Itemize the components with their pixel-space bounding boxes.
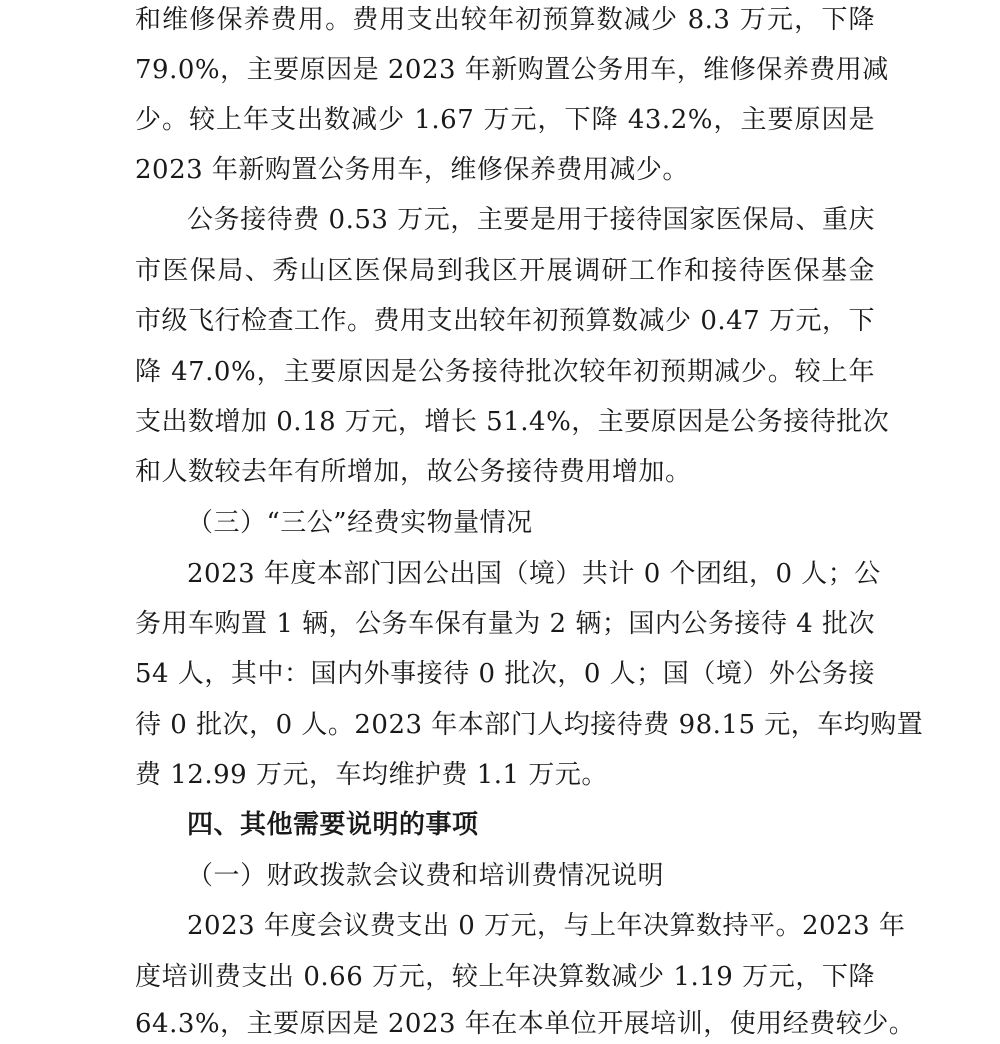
section-subheading: （一）财政拨款会议费和培训费情况说明 [187, 861, 665, 891]
paragraph-line: 2023 年新购置公务用车，维修保养费用减少。 [135, 155, 689, 185]
paragraph-line: 市医保局、秀山区医保局到我区开展调研工作和接待医保基金 [135, 256, 875, 286]
paragraph-line: 公务接待费 0.53 万元，主要是用于接待国家医保局、重庆 [187, 205, 875, 235]
paragraph-line: 2023 年度会议费支出 0 万元，与上年决算数持平。2023 年 [187, 911, 906, 941]
paragraph-line: 支出数增加 0.18 万元，增长 51.4%，主要原因是公务接待批次 [135, 407, 890, 437]
paragraph-line: 费 12.99 万元，车均维护费 1.1 万元。 [135, 760, 608, 790]
section-subheading: （三）“三公”经费实物量情况 [187, 508, 533, 538]
paragraph-line: 和维修保养费用。费用支出较年初预算数减少 8.3 万元，下降 [135, 5, 875, 35]
paragraph-line: 降 47.0%，主要原因是公务接待批次较年初预期减少。较上年 [135, 357, 875, 387]
paragraph-line: 54 人，其中：国内外事接待 0 批次，0 人；国（境）外公务接 [135, 659, 875, 689]
paragraph-line: 2023 年度本部门因公出国（境）共计 0 个团组，0 人；公 [187, 559, 881, 589]
paragraph-line: 度培训费支出 0.66 万元，较上年决算数减少 1.19 万元，下降 [135, 962, 875, 992]
paragraph-line: 79.0%，主要原因是 2023 年新购置公务用车，维修保养费用减 [135, 55, 889, 85]
paragraph-line: 64.3%，主要原因是 2023 年在本单位开展培训，使用经费较少。 [135, 1009, 916, 1039]
paragraph-line: 待 0 批次，0 人。2023 年本部门人均接待费 98.15 元，车均购置 [135, 710, 924, 740]
paragraph-line: 和人数较去年有所增加，故公务接待费用增加。 [135, 457, 692, 487]
paragraph-line: 少。较上年支出数减少 1.67 万元，下降 43.2%，主要原因是 [135, 105, 875, 135]
paragraph-line: 市级飞行检查工作。费用支出较年初预算数减少 0.47 万元，下 [135, 306, 875, 336]
section-heading: 四、其他需要说明的事项 [187, 810, 479, 840]
paragraph-line: 务用车购置 1 辆，公务车保有量为 2 辆；国内公务接待 4 批次 [135, 609, 875, 639]
